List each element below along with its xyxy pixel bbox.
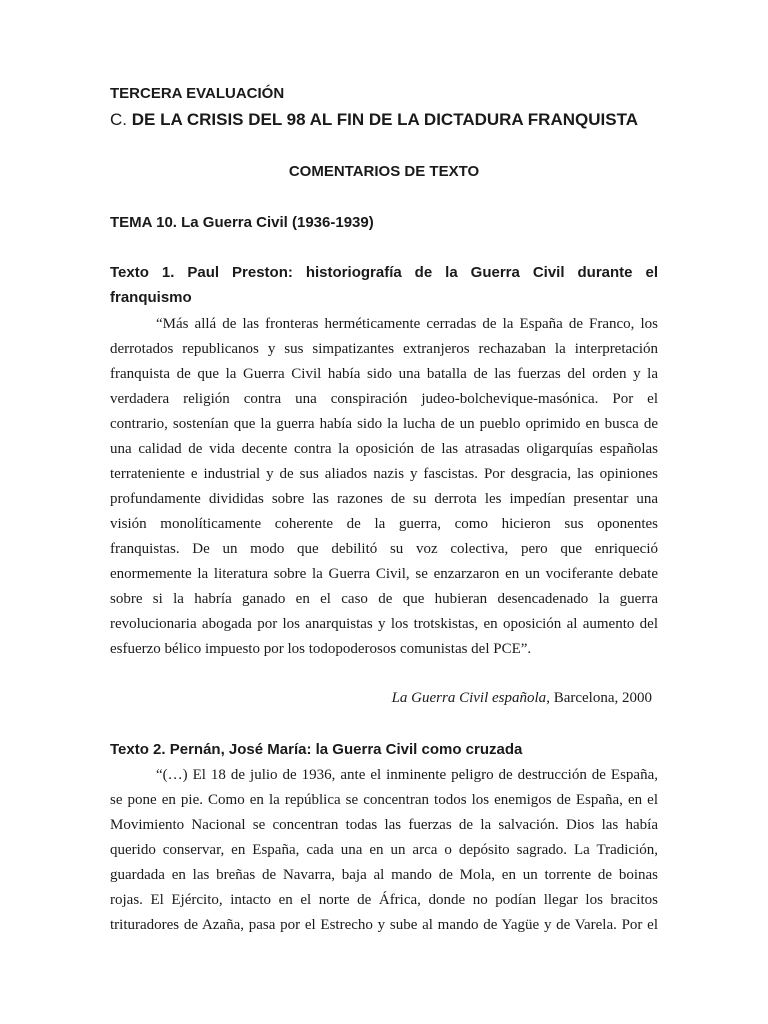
texto2-line: se pone en pie. Como en la república se concentran todos los enemigos de España, en el — [110, 792, 658, 808]
texto1-line: derrotados republicanos y sus simpatizantes extranjeros rechazaban la interpretación — [110, 341, 658, 357]
texto1-line: “Más allá de las fronteras herméticamente cerradas de la España de Franco, los — [156, 316, 658, 332]
texto2-line: guardada en las breñas de Navarra, baja al mando de Mola, en un torrente de boinas — [110, 867, 658, 883]
texto2-line: rojas. El Ejército, intacto en el norte de África, donde no podían llegar los bracitos — [110, 892, 658, 908]
texto1-line: sobre si la habría ganado en el caso de que hubieran desencadenado la guerra — [110, 591, 658, 607]
texto2-line: Movimiento Nacional se concentran todas las fuerzas de la salvación. Dios las había — [110, 817, 658, 833]
texto1-line: enormemente la literatura sobre la Guerra Civil, se enzarzaron en un vociferante debate — [110, 566, 658, 582]
section-letter: C. — [110, 110, 127, 129]
texto2-heading: Texto 2. Pernán, José María: la Guerra Civil como cruzada — [110, 741, 523, 758]
evaluation-heading: TERCERA EVALUACIÓN — [110, 85, 285, 102]
texto1-line: una calidad de vida decente contra la oposición de las atrasadas oligarquías españolas — [110, 441, 658, 457]
tema-heading: TEMA 10. La Guerra Civil (1936-1939) — [110, 214, 374, 231]
texto1-line: franquistas. De un modo que debilitó su voz colectiva, pero que enriqueció — [110, 541, 658, 557]
texto1-line: franquista de que la Guerra Civil había sido una batalla de las fuerzas del orden y la — [110, 366, 658, 382]
subtitle-heading: COMENTARIOS DE TEXTO — [288, 163, 480, 180]
texto2-line: querido conservar, en España, cada una en un arca o depósito sagrado. La Tradición, — [110, 842, 658, 858]
texto1-citation — [392, 690, 652, 707]
texto1-heading-line1: Texto 1. Paul Preston: historiografía de la Guerra Civil durante el — [110, 264, 658, 281]
texto2-line: “(…) El 18 de julio de 1936, ante el inminente peligro de destrucción de España, — [156, 767, 658, 783]
texto1-line: contrario, sostenían que la guerra había sido la lucha de un pueblo oprimido en busca de — [110, 416, 658, 432]
section-heading — [110, 110, 658, 130]
texto1-line: esfuerzo bélico impuesto por los todopoderosos comunistas del PCE”. — [110, 641, 532, 657]
texto1-heading-line2: franquismo — [110, 289, 192, 306]
texto1-line: revolucionaria abogada por los anarquistas y los trotskistas, en oposición al aumento del — [110, 616, 658, 632]
section-title: DE LA CRISIS DEL 98 AL FIN DE LA DICTADURA FRANQUISTA — [131, 110, 638, 129]
texto2-line: trituradores de Azaña, pasa por el Estrecho y sube al mando de Yagüe y de Varela. Por el — [110, 917, 658, 933]
citation-rest: , Barcelona, 2000 — [546, 690, 652, 706]
citation-title: La Guerra Civil española — [391, 690, 547, 706]
texto1-line: terrateniente e industrial y de sus aliados nazis y fascistas. Por desgracia, las opiniones — [110, 466, 658, 482]
texto1-line: verdadera religión contra una conspiración judeo-bolchevique-masónica. Por el — [110, 391, 658, 407]
texto1-line: profundamente divididas sobre las razones de su derrota les impedían presentar una — [110, 491, 658, 507]
texto1-line: visión monolíticamente coherente de la guerra, como hicieron sus oponentes — [110, 516, 658, 532]
